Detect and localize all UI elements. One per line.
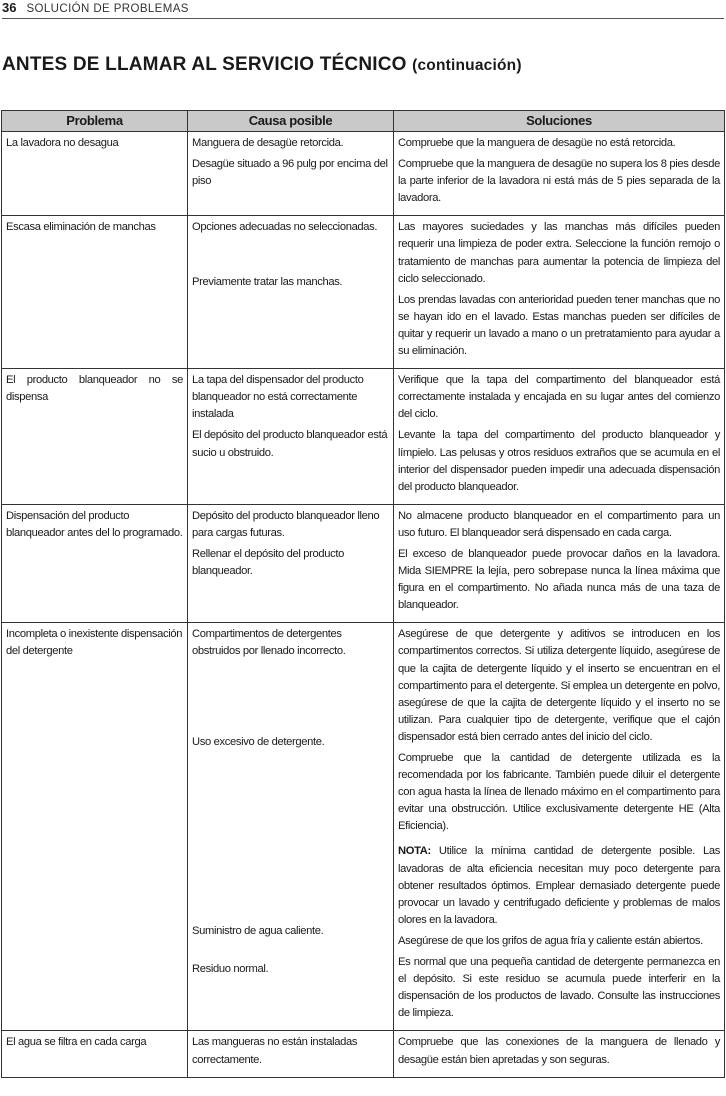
solution-text: El exceso de blanqueador puede provocar daños en la lavadora. Mida SIEMPRE la lejía, pero sobrepase nunca la línea máxima que figura en el compartimento. No añada nunca más de una taza de blanqueador. [398,547,720,612]
problem-cell [2,1031,188,1077]
table-row [2,369,725,505]
note-body: Utilice la mínima cantidad de detergente posible. Las lavadoras de alta eficiencia necesitan muy poco detergente para obtener resultados óptimos. Emplear demasiado detergente puede provocar un lavado y centrifugado deficiente y problemas de malos olores en la lavadora. [398,845,720,926]
problem-text: Dispensación del producto blanqueador antes del lo programado. [6,509,183,539]
problem-text: El agua se filtra en cada carga [6,1036,147,1049]
problem-text: El producto blanqueador no se dispensa [6,374,183,404]
header-cause: Causa posible [188,111,394,132]
note-text [398,843,720,928]
solution-text: Compruebe que las conexiones de la manguera de llenado y desagüe están bien apretadas y son seguras. [398,1036,720,1066]
problem-cell [2,369,188,505]
problem-text: La lavadora no desagua [6,137,119,149]
cause-cell [188,216,394,369]
solution-cell [394,132,725,216]
cause-text: Suministro de agua caliente. [192,924,324,937]
solution-cell [394,623,725,1031]
table-row [2,132,725,216]
solution-text: Verifique que la tapa del compartimento del blanqueador está correctamente instalada y encajada en su lugar antes del comienzo del ciclo. [398,374,720,421]
cause-text: Rellenar el depósito del producto blanqueador. [192,547,345,578]
solution-cell [394,369,725,505]
cause-cell [188,132,394,216]
solution-text: Es normal que una pequeña cantidad de detergente permanezca en el depósito. Si este residuo se acumula puede interferir en la dispensación de los productos de lavado. Consulte las instrucciones de limpieza. [398,956,720,1020]
table-row [2,216,725,369]
page-number: 36 [2,0,17,15]
cause-text: Depósito del producto blanqueador lleno para cargas futuras. [192,509,380,539]
solution-text: Compruebe que la cantidad de detergente utilizada es la recomendada por los fabricante. También puede diluir el detergente con agua hasta la línea de llenado máximo en el compartimento para evitar una obstrucción. Utilice exclusivamente detergente HE (Alta Eficiencia). [398,752,720,833]
solution-text: Las mayores suciedades y las manchas más difíciles pueden requerir una limpieza de poder extra. Seleccione la función remojo o tratamiento de manchas para aumentar la potencia de limpieza del ciclo seleccionado. [398,221,720,285]
page-title [2,54,522,76]
cause-text: La tapa del dispensador del producto blanqueador no está correctamente instalada [192,374,364,421]
problem-cell [2,216,188,369]
solution-text: No almacene producto blanqueador en el compartimento para un uso futuro. El blanqueador será dispensado en cada carga. [398,509,720,539]
solution-text: Compruebe que la manguera de desagüe no está retorcida. [398,137,676,149]
problem-cell [2,623,188,1031]
solution-text: Compruebe que la manguera de desagüe no supera los 8 pies desde la parte inferior de la lavadora ni está más de 5 pies separada de la lavadora. [398,158,720,205]
cause-cell [188,1031,394,1077]
solution-cell [394,216,725,369]
table-header-row [2,111,725,132]
troubleshooting-table [1,110,725,1078]
solution-cell [394,504,725,623]
table-row [2,623,725,1031]
cause-text: Las mangueras no están instaladas correctamente. [192,1036,358,1066]
cause-text: Previamente tratar las manchas. [192,276,343,289]
cause-cell [188,623,394,1031]
header-solution: Soluciones [394,111,725,132]
solution-text: Los prendas lavadas con anterioridad pueden tener manchas que no se hayan ido en el lavado. Estas manchas pueden ser difíciles de quitar y requerir un lavado a mano o un pretratamiento para ayudar a su eliminación. [398,293,720,358]
note-label: NOTA: [398,845,431,858]
problem-cell [2,504,188,623]
problem-text: Incompleta o inexistente dispensación del detergente [6,628,183,658]
page-header [2,0,724,19]
table-row [2,504,725,623]
solution-text: Asegúrese de que los grifos de agua fría y caliente están abiertos. [398,934,703,947]
header-problem: Problema [2,111,188,132]
table-row [2,1031,725,1077]
cause-text: Residuo normal. [192,962,269,975]
problem-text: Escasa eliminación de manchas [6,221,156,234]
page-title-sub: (continuación) [412,57,522,74]
solution-cell [394,1031,725,1077]
cause-text: Compartimentos de detergentes obstruidos por llenado incorrecto. [192,628,346,658]
cause-cell [188,369,394,505]
cause-text: El depósito del producto blanqueador está sucio u obstruido. [192,429,388,459]
cause-text: Opciones adecuadas no seleccionadas. [192,221,378,234]
cause-text: Uso excesivo de detergente. [192,735,325,748]
cause-text: Manguera de desagüe retorcida. [192,137,344,149]
section-title: SOLUCIÓN DE PROBLEMAS [26,3,189,15]
problem-cell [2,132,188,216]
cause-cell [188,504,394,623]
solution-text: Asegúrese de que detergente y aditivos se introducen en los compartimentos correctos. Si utiliza detergente líquido, asegúrese de que la cajita de detergente líquido y el inserto se encuentran en el compartimento para el detergente. Si emplea un detergente en polvo, asegúrese de que la cajita de detergente líquido y el inserto no se utilizan. Para cualquier tipo de detergente, verifique que el cajón dispensador está bien cerrado antes del inicio del ciclo. [398,628,720,743]
page-title-main: ANTES DE LLAMAR AL SERVICIO TÉCNICO [2,54,407,75]
cause-text: Desagüe situado a 96 pulg por encima del piso [192,158,388,188]
solution-text: Levante la tapa del compartimento del producto blanqueador y límpielo. Las pelusas y otros residuos extraños que se acumula en el interior del dispensador pueden impedir una adecuada dispensación del producto blanqueador. [398,429,720,493]
